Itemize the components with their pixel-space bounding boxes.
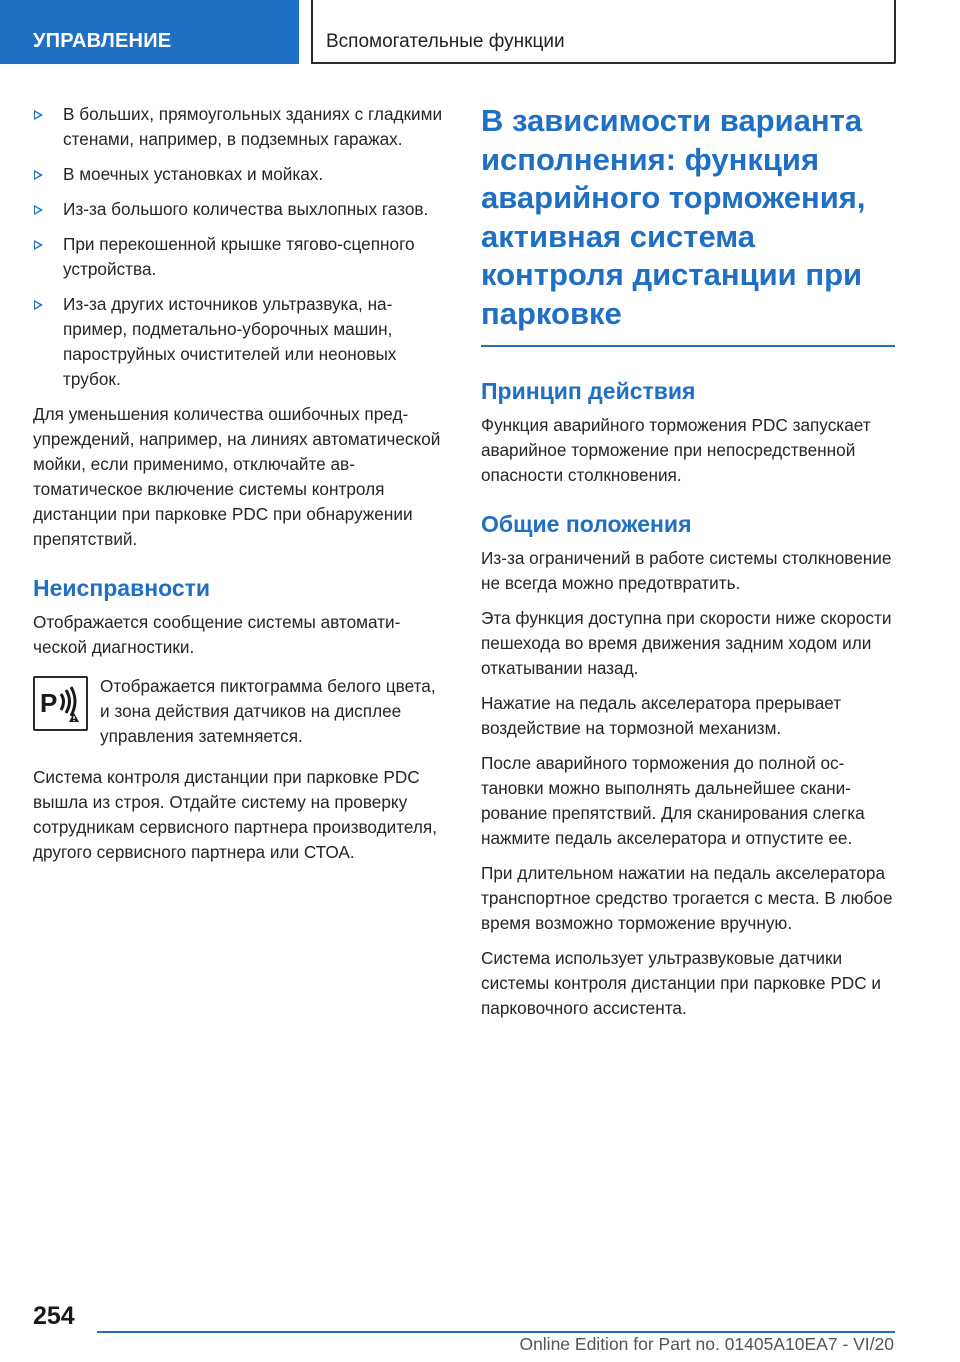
list-item: При перекошенной крышке тягово-сцепного устройства.: [33, 232, 445, 282]
paragraph-false-warnings: Для уменьшения количества ошибочных предупреждений, например, на линиях автоматической мойки, если применимо, отключайте автоматическое включение системы контроля дистанции при парковке PDC при обнаружении препятствий.: [33, 404, 441, 549]
page-number: 254: [33, 1302, 75, 1330]
footer-divider: [97, 1331, 895, 1333]
triangle-bullet-icon: [34, 205, 43, 215]
list-item: Из-за других источников ультразвука, например, подметально-уборочных машин, пароструйных очистителей или неоновых трубок.: [33, 292, 445, 392]
section-tab: [0, 0, 299, 64]
paragraph-system-failure: Система контроля дистанции при парковке PDC вышла из строя. Отдайте систему на проверку сотрудникам сервисного партнера производителя, другого сервисного партнера или СТОА.: [33, 767, 438, 862]
left-column: [33, 102, 445, 875]
icon-note: [33, 674, 445, 749]
paragraph-general-3: Нажатие на педаль акселератора прерывает воздействие на тормозной механизм.: [481, 693, 842, 738]
heading-faults: Неисправности: [33, 575, 211, 601]
heading-general: Общие положения: [481, 511, 692, 537]
triangle-bullet-icon: [34, 170, 43, 180]
paragraph-general-4: После аварийного торможения до полной остановки можно выполнять дальнейшее сканирование препятствий. Для сканирования слегка нажмите педаль акселератора и отпустите ее.: [481, 753, 865, 848]
paragraph-general-6: Система использует ультразвуковые датчики системы контроля дистанции при парковке PDC и парковочного ассистента.: [481, 948, 882, 1018]
chapter-title: Вспомогательные функции: [326, 31, 565, 52]
triangle-bullet-icon: [34, 110, 43, 120]
paragraph-principle: Функция аварийного торможения PDC запускает аварийное торможение при непосредственной опасности столкновения.: [481, 415, 871, 485]
paragraph-general-1: Из-за ограничений в работе системы столкновение не всегда можно предотвратить.: [481, 548, 892, 593]
main-heading: В зависимости варианта исполнения: функция аварийного торможения, активная система контроля дистанции при парковке: [481, 102, 895, 347]
list-item: В моечных установках и мойках.: [33, 162, 445, 187]
triangle-bullet-icon: [34, 300, 43, 310]
paragraph-fault-message: Отображается сообщение системы автоматической диагностики.: [33, 612, 401, 657]
triangle-bullet-icon: [34, 240, 43, 250]
section-title: УПРАВЛЕНИЕ: [33, 30, 172, 52]
heading-principle: Принцип действия: [481, 378, 696, 404]
icon-description: Отображается пиктограмма белого цвета, и зона действия датчиков на дисплее управления затемняется.: [100, 676, 436, 746]
list-item: В больших, прямоугольных зданиях с гладкими стенами, например, в подземных гаражах.: [33, 102, 445, 152]
bullet-list: [33, 102, 445, 392]
list-item: Из-за большого количества выхлопных газов.: [33, 197, 445, 222]
right-column: [481, 102, 895, 1031]
edition-note: Online Edition for Part no. 01405A10EA7 - VI/20: [519, 1334, 894, 1354]
paragraph-general-5: При длительном нажатии на педаль акселератора транспортное средство трогается с места. В любое время возможно торможение вручную.: [481, 863, 893, 933]
pdc-fault-icon: [33, 676, 88, 731]
paragraph-general-2: Эта функция доступна при скорости ниже скорости пешехода во время движения задним ходом или откатывании назад.: [481, 608, 892, 678]
svg-text:P: P: [39, 687, 57, 718]
